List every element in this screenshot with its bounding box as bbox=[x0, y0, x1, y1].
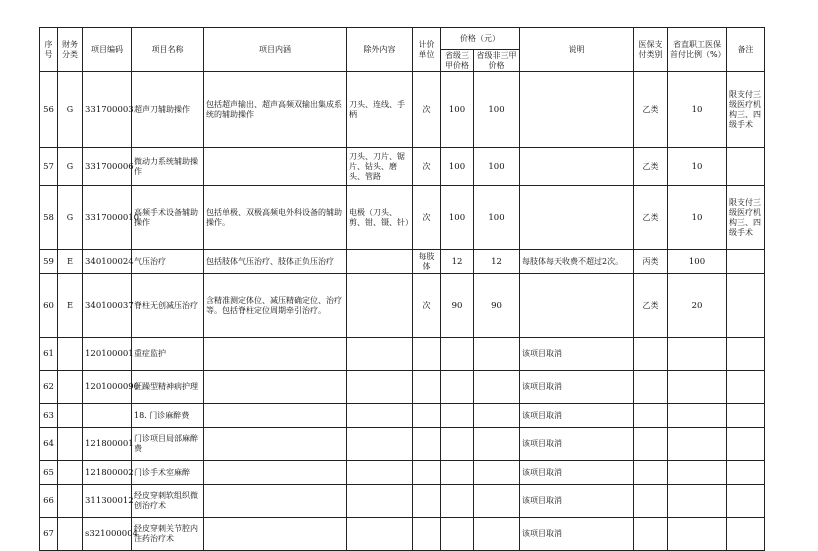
table-row bbox=[40, 461, 765, 485]
cell-code: 311300012 bbox=[83, 485, 132, 518]
cell-note bbox=[520, 186, 634, 250]
table-row bbox=[40, 338, 765, 371]
cell-excluded bbox=[347, 518, 413, 551]
cell-price-b bbox=[474, 428, 520, 461]
cell-seq: 67 bbox=[40, 518, 58, 551]
cell-ratio bbox=[668, 518, 727, 551]
cell-content bbox=[204, 148, 347, 186]
header-remark: 备注 bbox=[727, 28, 765, 72]
cell-name: 气压治疗 bbox=[132, 250, 204, 274]
cell-code: 3317000010 bbox=[83, 186, 132, 250]
table-row bbox=[40, 518, 765, 551]
header-ratio: 省直职工医保首付比例（%） bbox=[668, 28, 727, 72]
cell-category: G bbox=[58, 72, 83, 148]
table-row bbox=[40, 404, 765, 428]
cell-seq: 63 bbox=[40, 404, 58, 428]
cell-seq: 57 bbox=[40, 148, 58, 186]
cell-content: 包括肢体气压治疗、肢体正负压治疗 bbox=[204, 250, 347, 274]
header-excluded: 除外内容 bbox=[347, 28, 413, 72]
cell-category bbox=[58, 371, 83, 404]
cell-seq: 56 bbox=[40, 72, 58, 148]
header-unit: 计价单位 bbox=[413, 28, 441, 72]
cell-note: 该项目取消 bbox=[520, 461, 634, 485]
cell-insurance-type: 乙类 bbox=[634, 72, 668, 148]
cell-note: 该项目取消 bbox=[520, 338, 634, 371]
cell-price-b: 100 bbox=[474, 186, 520, 250]
cell-price-a bbox=[441, 371, 474, 404]
cell-price-a bbox=[441, 518, 474, 551]
cell-category bbox=[58, 485, 83, 518]
cell-ratio bbox=[668, 461, 727, 485]
cell-category bbox=[58, 338, 83, 371]
cell-code: 121800001 bbox=[83, 428, 132, 461]
cell-seq: 65 bbox=[40, 461, 58, 485]
cell-unit bbox=[413, 518, 441, 551]
cell-excluded: 电极（刀头、剪、钳、镊、针） bbox=[347, 186, 413, 250]
table-row bbox=[40, 371, 765, 404]
cell-insurance-type bbox=[634, 428, 668, 461]
cell-price-b bbox=[474, 404, 520, 428]
cell-seq: 59 bbox=[40, 250, 58, 274]
cell-name: 经皮穿刺软组织微创治疗术 bbox=[132, 485, 204, 518]
cell-category bbox=[58, 518, 83, 551]
cell-price-b bbox=[474, 371, 520, 404]
cell-price-b: 100 bbox=[474, 72, 520, 148]
cell-ratio bbox=[668, 485, 727, 518]
header-name: 项目名称 bbox=[132, 28, 204, 72]
cell-price-b: 90 bbox=[474, 274, 520, 338]
cell-unit: 次 bbox=[413, 72, 441, 148]
cell-insurance-type bbox=[634, 404, 668, 428]
header-code: 项目编码 bbox=[83, 28, 132, 72]
header-price-group: 价格（元） bbox=[441, 28, 520, 50]
cell-price-a bbox=[441, 485, 474, 518]
cell-unit bbox=[413, 371, 441, 404]
cell-name: 微动力系统辅助操作 bbox=[132, 148, 204, 186]
cell-note: 该项目取消 bbox=[520, 485, 634, 518]
cell-excluded bbox=[347, 338, 413, 371]
cell-remark bbox=[727, 461, 765, 485]
cell-ratio bbox=[668, 338, 727, 371]
price-table bbox=[39, 27, 765, 551]
cell-price-b: 100 bbox=[474, 148, 520, 186]
cell-content bbox=[204, 338, 347, 371]
cell-name: 狂躁型精神病护理 bbox=[132, 371, 204, 404]
cell-price-b: 12 bbox=[474, 250, 520, 274]
cell-excluded: 刀头、刀片、锯片、钻头、磨头、管路 bbox=[347, 148, 413, 186]
table-row bbox=[40, 428, 765, 461]
cell-ratio: 20 bbox=[668, 274, 727, 338]
cell-category bbox=[58, 404, 83, 428]
cell-unit: 每肢体 bbox=[413, 250, 441, 274]
cell-price-b bbox=[474, 518, 520, 551]
header-price-b: 省级非三甲价格 bbox=[474, 50, 520, 72]
cell-name: 脊柱无创减压治疗 bbox=[132, 274, 204, 338]
header-insurance-type: 医保支付类别 bbox=[634, 28, 668, 72]
table-row bbox=[40, 250, 765, 274]
cell-note: 该项目取消 bbox=[520, 404, 634, 428]
cell-name: 门诊手术室麻醉 bbox=[132, 461, 204, 485]
cell-content bbox=[204, 371, 347, 404]
table-row bbox=[40, 485, 765, 518]
cell-excluded: 刀头、连线、手柄 bbox=[347, 72, 413, 148]
cell-code bbox=[83, 404, 132, 428]
cell-remark: 限支付三级医疗机构三、四级手术 bbox=[727, 186, 765, 250]
cell-insurance-type bbox=[634, 371, 668, 404]
cell-unit bbox=[413, 428, 441, 461]
header-content: 项目内涵 bbox=[204, 28, 347, 72]
cell-content: 含精准测定体位、减压精确定位、治疗等。包括脊柱定位周期牵引治疗。 bbox=[204, 274, 347, 338]
cell-insurance-type bbox=[634, 485, 668, 518]
cell-category bbox=[58, 428, 83, 461]
cell-code: 120100001 bbox=[83, 338, 132, 371]
cell-category: G bbox=[58, 148, 83, 186]
cell-name: 高频手术设备辅助操作 bbox=[132, 186, 204, 250]
cell-note bbox=[520, 72, 634, 148]
cell-name: 门诊项目局部麻醉费 bbox=[132, 428, 204, 461]
cell-content bbox=[204, 518, 347, 551]
cell-remark bbox=[727, 250, 765, 274]
cell-category: E bbox=[58, 274, 83, 338]
cell-insurance-type: 丙类 bbox=[634, 250, 668, 274]
cell-excluded bbox=[347, 250, 413, 274]
cell-note: 每肢体每天收费不超过2次。 bbox=[520, 250, 634, 274]
cell-remark bbox=[727, 338, 765, 371]
cell-note: 该项目取消 bbox=[520, 371, 634, 404]
cell-ratio bbox=[668, 428, 727, 461]
cell-ratio: 10 bbox=[668, 186, 727, 250]
cell-note bbox=[520, 148, 634, 186]
cell-note bbox=[520, 274, 634, 338]
cell-seq: 60 bbox=[40, 274, 58, 338]
cell-seq: 66 bbox=[40, 485, 58, 518]
cell-price-b bbox=[474, 461, 520, 485]
cell-name: 经皮穿刺关节腔内注药治疗术 bbox=[132, 518, 204, 551]
cell-price-a: 12 bbox=[441, 250, 474, 274]
cell-unit bbox=[413, 485, 441, 518]
cell-ratio: 10 bbox=[668, 148, 727, 186]
cell-remark bbox=[727, 404, 765, 428]
table-row bbox=[40, 148, 765, 186]
header-seq: 序号 bbox=[40, 28, 58, 72]
cell-insurance-type: 乙类 bbox=[634, 148, 668, 186]
cell-code: 331700003 bbox=[83, 72, 132, 148]
header-price-a: 省级三甲价格 bbox=[441, 50, 474, 72]
cell-code: 1201000090 bbox=[83, 371, 132, 404]
cell-content bbox=[204, 485, 347, 518]
cell-content bbox=[204, 461, 347, 485]
cell-name: 重症监护 bbox=[132, 338, 204, 371]
table-row bbox=[40, 72, 765, 148]
cell-excluded bbox=[347, 428, 413, 461]
cell-price-b bbox=[474, 338, 520, 371]
cell-unit: 次 bbox=[413, 186, 441, 250]
cell-code: 331700006 bbox=[83, 148, 132, 186]
cell-ratio: 10 bbox=[668, 72, 727, 148]
cell-code: 121800002 bbox=[83, 461, 132, 485]
cell-price-a: 100 bbox=[441, 148, 474, 186]
cell-price-a: 90 bbox=[441, 274, 474, 338]
header-row-top bbox=[40, 28, 765, 50]
cell-code: s321000004 bbox=[83, 518, 132, 551]
cell-price-a bbox=[441, 428, 474, 461]
cell-ratio bbox=[668, 404, 727, 428]
cell-price-b bbox=[474, 485, 520, 518]
cell-price-a bbox=[441, 404, 474, 428]
cell-seq: 62 bbox=[40, 371, 58, 404]
header-category: 财务分类 bbox=[58, 28, 83, 72]
cell-seq: 61 bbox=[40, 338, 58, 371]
table-row bbox=[40, 186, 765, 250]
cell-remark bbox=[727, 371, 765, 404]
cell-remark bbox=[727, 485, 765, 518]
cell-price-a: 100 bbox=[441, 72, 474, 148]
cell-unit bbox=[413, 338, 441, 371]
header-note: 说明 bbox=[520, 28, 634, 72]
cell-price-a bbox=[441, 461, 474, 485]
cell-excluded bbox=[347, 404, 413, 428]
cell-insurance-type: 乙类 bbox=[634, 274, 668, 338]
cell-excluded bbox=[347, 274, 413, 338]
cell-note: 该项目取消 bbox=[520, 518, 634, 551]
cell-unit bbox=[413, 461, 441, 485]
cell-content bbox=[204, 404, 347, 428]
cell-insurance-type bbox=[634, 338, 668, 371]
cell-seq: 58 bbox=[40, 186, 58, 250]
cell-remark bbox=[727, 428, 765, 461]
cell-remark bbox=[727, 518, 765, 551]
cell-remark bbox=[727, 274, 765, 338]
cell-seq: 64 bbox=[40, 428, 58, 461]
cell-name: 超声刀辅助操作 bbox=[132, 72, 204, 148]
cell-remark: 限支付三级医疗机构三、四级手术 bbox=[727, 72, 765, 148]
cell-content bbox=[204, 428, 347, 461]
cell-content: 包括超声输出、超声高频双输出集成系统的辅助操作 bbox=[204, 72, 347, 148]
cell-insurance-type bbox=[634, 518, 668, 551]
cell-category: E bbox=[58, 250, 83, 274]
cell-ratio: 100 bbox=[668, 250, 727, 274]
cell-category bbox=[58, 461, 83, 485]
cell-unit: 次 bbox=[413, 148, 441, 186]
cell-excluded bbox=[347, 461, 413, 485]
cell-price-a: 100 bbox=[441, 186, 474, 250]
cell-code: 340100024 bbox=[83, 250, 132, 274]
cell-ratio bbox=[668, 371, 727, 404]
cell-remark bbox=[727, 148, 765, 186]
cell-insurance-type bbox=[634, 461, 668, 485]
cell-note: 该项目取消 bbox=[520, 428, 634, 461]
cell-excluded bbox=[347, 371, 413, 404]
cell-content: 包括单极、双极高频电外科设备的辅助操作。 bbox=[204, 186, 347, 250]
cell-code: 340100037 bbox=[83, 274, 132, 338]
cell-price-a bbox=[441, 338, 474, 371]
cell-unit: 次 bbox=[413, 274, 441, 338]
cell-insurance-type: 乙类 bbox=[634, 186, 668, 250]
cell-unit bbox=[413, 404, 441, 428]
cell-excluded bbox=[347, 485, 413, 518]
cell-name: 18. 门诊麻醉费 bbox=[132, 404, 204, 428]
table-row bbox=[40, 274, 765, 338]
cell-category: G bbox=[58, 186, 83, 250]
